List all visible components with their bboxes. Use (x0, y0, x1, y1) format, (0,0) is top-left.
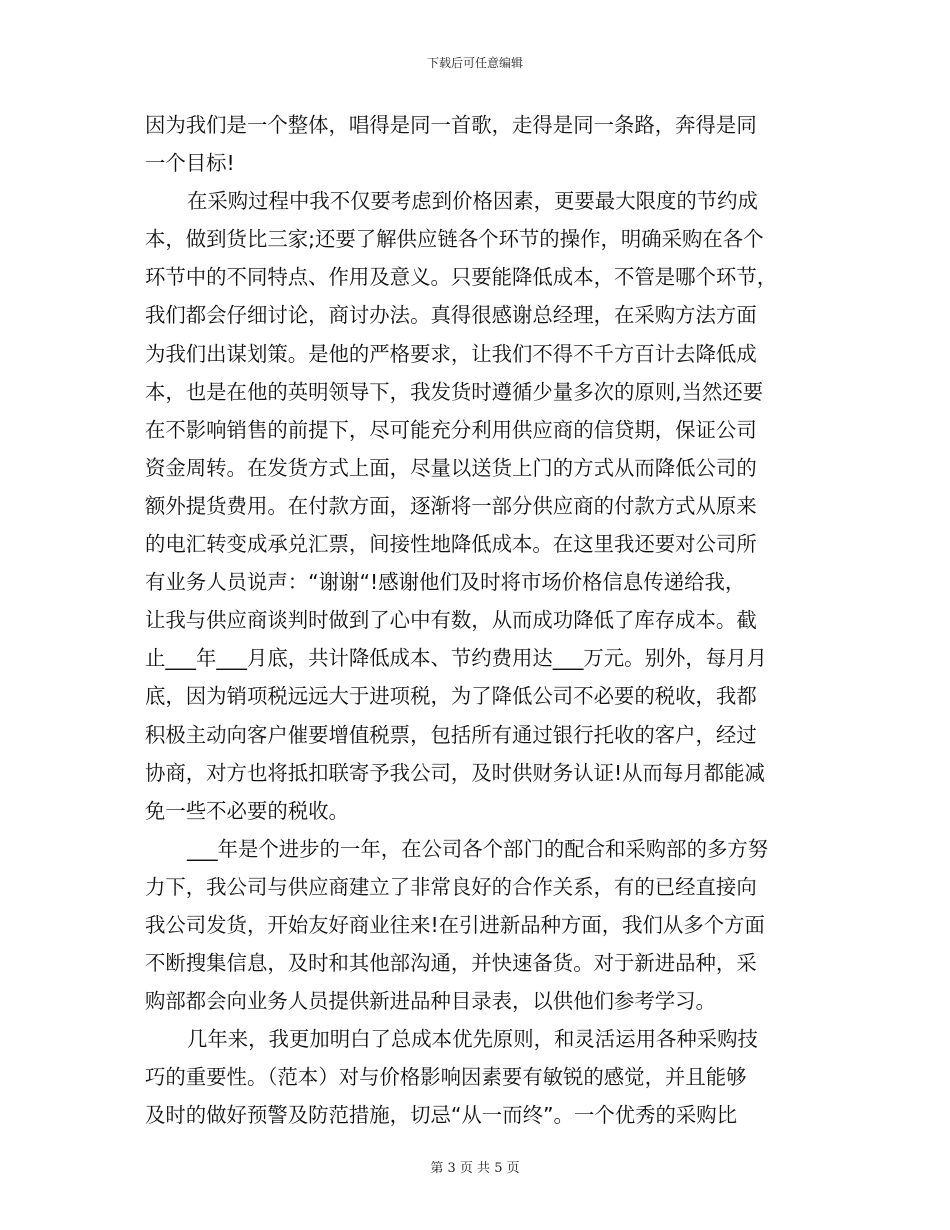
paragraph-start-line: 几年来，我更加明白了总成本优先原则，和灵活运用各种采购技 (187, 1027, 758, 1052)
text-line: 在不影响销售的前提下，尽可能充分利用供应商的信贷期，保证公司 (145, 417, 757, 442)
text-line: 为我们出谋划策。是他的严格要求，让我们不得不千方百计去降低成 (145, 341, 757, 366)
text-line: 及时的做好预警及防范措施，切忌“从一而终”。一个优秀的采购比 (145, 1103, 738, 1128)
page-footer: 第 3 页 共 5 页 (430, 1161, 520, 1176)
text-line: 环节中的不同特点、作用及意义。只要能降低成本，不管是哪个环节， (145, 265, 778, 290)
text-line: 止___年___月底，共计降低成本、节约费用达___万元。别外，每月月 (145, 646, 767, 671)
text-line: 的电汇转变成承兑汇票，间接性地降低成本。在这里我还要对公司所 (145, 532, 757, 557)
text-line: 积极主动向客户催要增值税票，包括所有通过银行托收的客户，经过 (145, 722, 757, 747)
text-line: 不断搜集信息，及时和其他部沟通，并快速备货。对于新进品种，采 (145, 951, 757, 976)
page-header: 下载后可任意编辑 (426, 56, 523, 70)
text-line: 免一些不必要的税收。 (145, 798, 349, 823)
text-line: 额外提货费用。在付款方面，逐渐将一部分供应商的付款方式从原来 (145, 493, 757, 518)
text-line: 本，也是在他的英明领导下，我发货时遵循少量多次的原则,当然还要 (145, 379, 764, 404)
text-line: 协商，对方也将抵扣联寄予我公司，及时供财务认证!从而每月都能减 (145, 760, 765, 785)
paragraph-start-line: ___年是个进步的一年，在公司各个部门的配合和采购部的多方努 (187, 836, 769, 861)
text-line: 购部都会向业务人员提供新进品种目录表，以供他们参考学习。 (145, 989, 716, 1014)
text-line: 力下，我公司与供应商建立了非常良好的合作关系，有的已经直接向 (145, 874, 757, 899)
text-line: 巧的重要性。（范本）对与价格影响因素要有敏锐的感觉，并且能够 (145, 1065, 747, 1090)
text-line: 本，做到货比三家;还要了解供应链各个环节的操作，明确采购在各个 (145, 227, 764, 252)
paragraph-start-line: 在采购过程中我不仅要考虑到价格因素，更要最大限度的节约成 (187, 189, 758, 214)
text-line: 底，因为销项税远远大于进项税，为了降低公司不必要的税收，我都 (145, 684, 757, 709)
body-text (145, 106, 810, 1135)
text-line: 我们都会仔细讨论，商讨办法。真得很感谢总经理，在采购方法方面 (145, 303, 757, 328)
text-line: 因为我们是一个整体，唱得是同一首歌，走得是同一条路，奔得是同 (145, 113, 757, 137)
text-line: 我公司发货，开始友好商业往来!在引进新品种方面，我们从多个方面 (145, 912, 765, 937)
text-line: 资金周转。在发货方式上面，尽量以送货上门的方式从而降低公司的 (145, 455, 757, 480)
text-line: 一个目标! (145, 151, 235, 176)
text-line: 有业务人员说声：“谢谢“!感谢他们及时将市场价格信息传递给我， (145, 570, 746, 595)
text-line: 让我与供应商谈判时做到了心中有数，从而成功降低了库存成本。截 (145, 608, 757, 633)
